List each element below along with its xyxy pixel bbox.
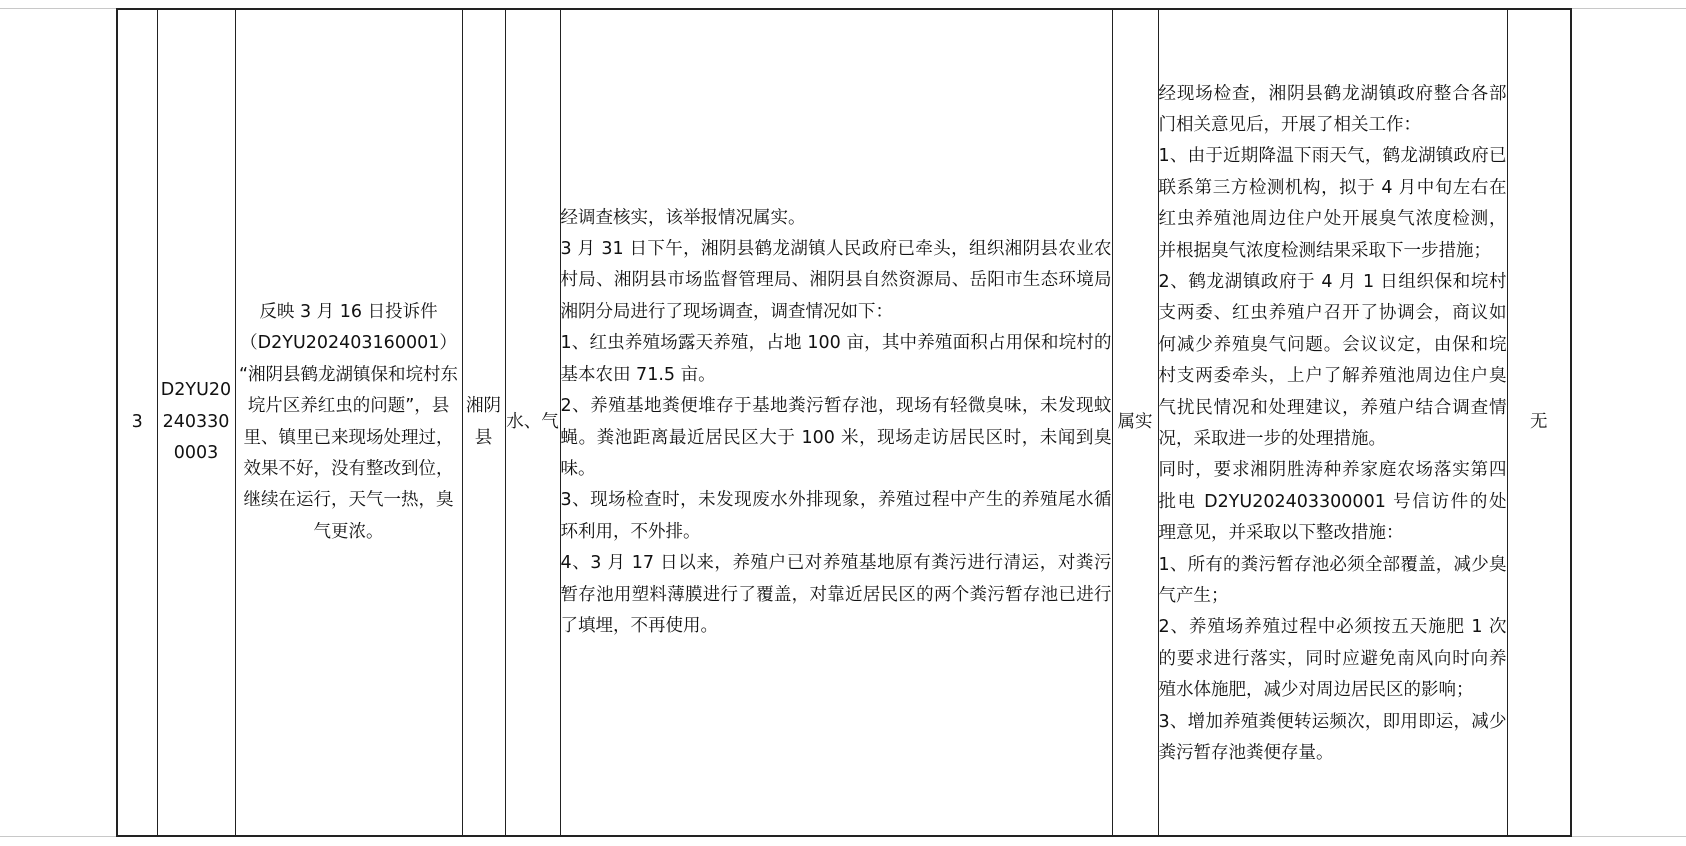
handling-paragraph: 经现场检查，湘阴县鹤龙湖镇政府整合各部门相关意见后，开展了相关工作：: [1158, 83, 1507, 135]
handling-paragraph: 1、由于近期降温下雨天气，鹤龙湖镇政府已联系第三方检测机构，拟于 4 月中旬左右在红虫养殖池周边住户处开展臭气浓度检测，并根据臭气浓度检测结果采取下一步措施；: [1158, 146, 1507, 261]
table-row: [117, 9, 1571, 836]
remark-cell: [1507, 9, 1571, 836]
verdict-text: 属实: [1117, 411, 1153, 432]
complaint-line: 反映 3 月 16 日投诉件: [259, 301, 438, 322]
finding-paragraph: 1、红虫养殖场露天养殖，占地 100 亩，其中养殖面积占用保和垸村的基本农田 71.5 亩。: [560, 333, 1112, 385]
handling-paragraph: 2、养殖场养殖过程中必须按五天施肥 1 次的要求进行落实，同时应避免南风向时向养殖水体施肥，减少对周边居民区的影响；: [1158, 617, 1507, 701]
row-index-cell: [117, 9, 157, 836]
finding-paragraph: 4、3 月 17 日以来，养殖户已对养殖基地原有粪污进行清运，对粪污暂存池用塑料薄膜进行了覆盖，对靠近居民区的两个粪污暂存池已进行了填埋，不再使用。: [560, 553, 1112, 636]
complaint-line: “湘阴县鹤龙湖镇保和垸村东垸片区养红虫的问题”，县里、镇里已来现场处理过，效果不好，没有整改到位，继续在运行，天气一热，臭气更浓。: [238, 364, 459, 542]
finding-paragraph: 2、养殖基地粪便堆存于基地粪污暂存池，现场有轻微臭味，未发现蚊蝇。粪池距离最近居民区大于 100 米，现场走访居民区时，未闻到臭味。: [560, 396, 1112, 479]
case-id-cell: [157, 9, 235, 836]
finding-paragraph: 3、现场检查时，未发现废水外排现象，养殖过程中产生的养殖尾水循环利用，不外排。: [560, 490, 1112, 542]
case-id: D2YU202403300003: [160, 380, 232, 464]
pollution-type-cell: [505, 9, 560, 836]
pollution-type-text: 水、气: [506, 411, 559, 432]
remark-text: 无: [1530, 411, 1548, 432]
handling-paragraph: 同时，要求湘阴胜涛种养家庭农场落实第四批电 D2YU202403300001 号信访件的处理意见，并采取以下整改措施：: [1158, 460, 1507, 544]
handling-cell: [1158, 9, 1507, 836]
finding-paragraph: 3 月 31 日下午，湘阴县鹤龙湖镇人民政府已牵头，组织湘阴县农业农村局、湘阴县市场监督管理局、湘阴县自然资源局、岳阳市生态环境局湘阴分局进行了现场调查，调查情况如下：: [560, 239, 1112, 322]
complaint-record-table: [116, 8, 1572, 837]
verdict-cell: [1112, 9, 1158, 836]
complaint-line: （D2YU202403160001）: [240, 333, 457, 354]
findings-cell: [560, 9, 1112, 836]
row-index: 3: [131, 411, 143, 432]
area-text: 湘阴县: [466, 396, 501, 448]
finding-paragraph: 经调查核实，该举报情况属实。: [560, 207, 806, 228]
area-cell: [462, 9, 505, 836]
complaint-cell: [235, 9, 462, 836]
handling-paragraph: 1、所有的粪污暂存池必须全部覆盖，减少臭气产生；: [1158, 554, 1507, 607]
handling-paragraph: 3、增加养殖粪便转运频次，即用即运，减少粪污暂存池粪便存量。: [1158, 711, 1507, 764]
handling-paragraph: 2、鹤龙湖镇政府于 4 月 1 日组织保和垸村支两委、红虫养殖户召开了协调会，商议如何减少养殖臭气问题。会议议定，由保和垸村支两委牵头，上户了解养殖池周边住户臭气扰民情况和处理建议，养殖户结合调查情况，采取进一步的处理措施。: [1158, 271, 1507, 449]
